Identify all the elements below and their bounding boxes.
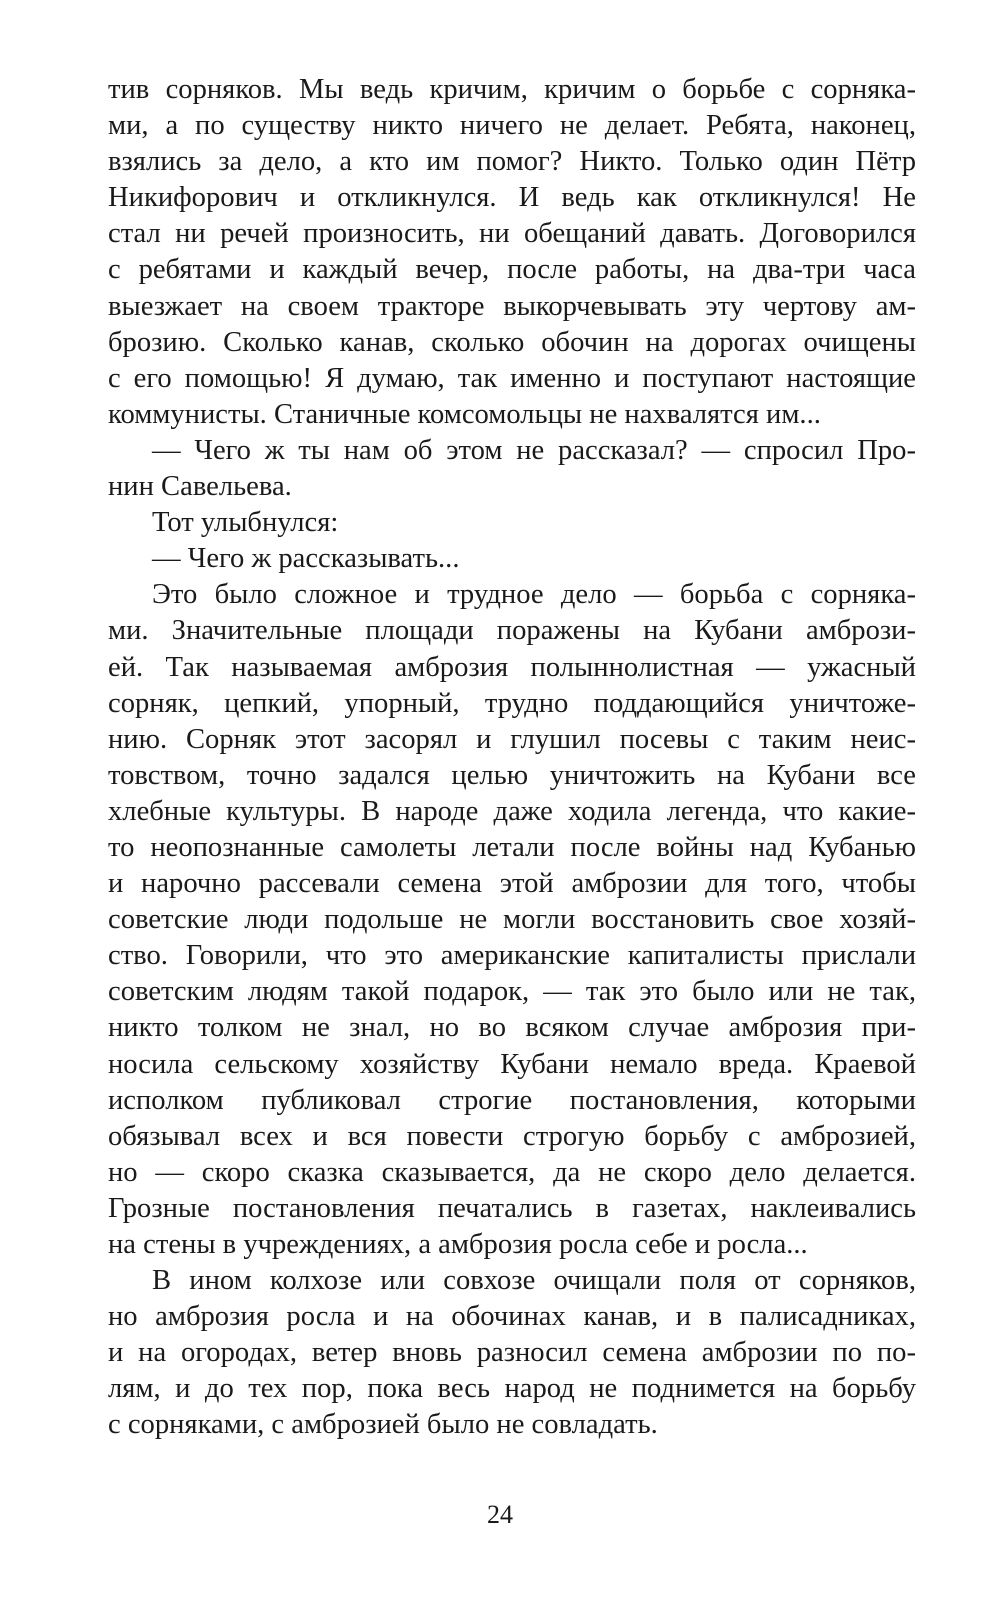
text-line: стал ни речей произносить, ни обещаний давать. Договорился bbox=[108, 218, 916, 250]
page-number: 24 bbox=[487, 1500, 513, 1529]
body-text bbox=[108, 72, 916, 1444]
text-line: коммунисты. Станичные комсомольцы не нахвалятся им... bbox=[108, 398, 821, 430]
text-line: но — скоро сказка сказывается, да не скоро дело делается. bbox=[108, 1156, 916, 1188]
text-line: Никифорович и откликнулся. И ведь как откликнулся! Не bbox=[108, 182, 916, 214]
text-line: тив сорняков. Мы ведь кричим, кричим о борьбе с сорняка- bbox=[108, 74, 916, 105]
text-line: советским людям такой подарок, — так это было или не так, bbox=[108, 976, 916, 1008]
text-line: носила сельскому хозяйству Кубани немало вреда. Краевой bbox=[108, 1048, 916, 1080]
text-line: исполком публиковал строгие постановления, которыми bbox=[108, 1084, 916, 1116]
text-line: товством, точно задался целью уничтожить на Кубани все bbox=[108, 759, 916, 791]
text-line: обязывал всех и вся повести строгую борьбу с амброзией, bbox=[108, 1120, 916, 1152]
text-line: но амброзия росла и на обочинах канав, и в палисадниках, bbox=[108, 1301, 916, 1333]
text-line: Это было сложное и трудное дело — борьба с сорняка- bbox=[152, 579, 916, 611]
text-line: на стены в учреждениях, а амброзия росла себе и росла... bbox=[108, 1229, 808, 1260]
text-line: Грозные постановления печатались в газетах, наклеивались bbox=[108, 1192, 916, 1224]
text-line: взялись за дело, а кто им помог? Никто. Только один Пётр bbox=[108, 146, 916, 178]
text-line: с его помощью! Я думаю, так именно и поступают настоящие bbox=[108, 362, 916, 394]
text-line: хлебные культуры. В народе даже ходила легенда, что какие- bbox=[108, 795, 916, 827]
text-line: ми, а по существу никто ничего не делает. Ребята, наконец, bbox=[108, 110, 916, 142]
text-line: и нарочно рассевали семена этой амброзии для того, чтобы bbox=[108, 868, 916, 900]
text-line: выезжает на своем тракторе выкорчевывать эту чертову ам- bbox=[108, 290, 916, 322]
text-line: — Чего ж ты нам об этом не рассказал? — спросил Про- bbox=[152, 434, 916, 466]
text-line: нин Савельева. bbox=[108, 471, 292, 503]
text-line: брозию. Сколько канав, сколько обочин на дорогах очищены bbox=[108, 326, 916, 358]
text-line: — Чего ж рассказывать... bbox=[152, 543, 460, 575]
text-line: с ребятами и каждый вечер, после работы, на два-три часа bbox=[108, 254, 916, 286]
text-line: ство. Говорили, что это американские капиталисты прислали bbox=[108, 940, 916, 972]
text-line: то неопознанные самолеты летали после войны над Кубанью bbox=[108, 831, 916, 863]
text-line: ей. Так называемая амброзия полыннолистная — ужасный bbox=[108, 651, 916, 683]
text-line: В ином колхозе или совхозе очищали поля от сорняков, bbox=[152, 1265, 916, 1297]
text-line: советские люди подольше не могли восстановить свое хозяй- bbox=[108, 904, 916, 936]
text-line: с сорняками, с амброзией было не совладать. bbox=[108, 1409, 658, 1441]
text-line: ми. Значительные площади поражены на Кубани амбрози- bbox=[108, 615, 916, 647]
text-line: Тот улыбнулся: bbox=[152, 507, 339, 539]
text-line: сорняк, цепкий, упорный, трудно поддающийся уничтоже- bbox=[108, 687, 916, 719]
text-line: нию. Сорняк этот засорял и глушил посевы с таким неис- bbox=[108, 723, 916, 755]
text-line: лям, и до тех пор, пока весь народ не поднимется на борьбу bbox=[108, 1373, 916, 1405]
text-line: никто толком не знал, но во всяком случае амброзия при- bbox=[108, 1012, 916, 1044]
text-line: и на огородах, ветер вновь разносил семена амброзии по по- bbox=[108, 1337, 916, 1369]
